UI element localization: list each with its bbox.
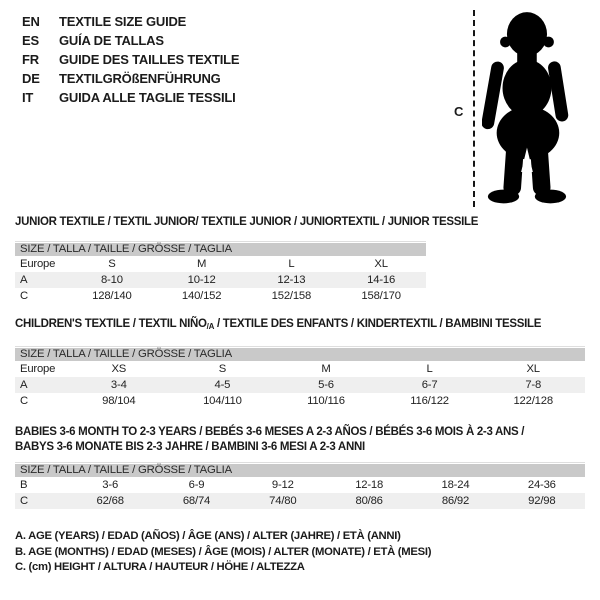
value-cell: S <box>108 258 116 270</box>
value-cell: XL <box>374 258 388 270</box>
table-row-europe <box>15 256 426 272</box>
size-table-children <box>15 346 585 409</box>
value-cell: 24-36 <box>527 479 556 491</box>
language-code: IT <box>22 90 34 105</box>
value-cell: 116/122 <box>410 395 449 407</box>
value-cell: 3-6 <box>102 479 119 491</box>
value-cell: 6-7 <box>421 379 438 391</box>
language-code: ES <box>22 33 39 48</box>
table-row-europe <box>15 361 585 377</box>
value-cell: 68/74 <box>182 495 211 507</box>
row-label-cell: Europe <box>20 258 56 270</box>
language-list <box>22 12 239 107</box>
table-row-height <box>15 393 585 409</box>
guide-title-fr: GUIDE DES TAILLES TEXTILE <box>59 52 240 67</box>
value-cell: 122/128 <box>513 395 553 407</box>
value-cell: XL <box>526 363 540 375</box>
footnote-a: A. AGE (YEARS) / EDAD (AÑOS) / ÂGE (ANS) / ALTER (JAHRE) / ETÀ (ANNI) <box>15 530 401 542</box>
table-row-age-months <box>15 477 585 493</box>
height-measure-label: C <box>454 104 464 119</box>
value-cell: 3-4 <box>110 379 127 391</box>
value-cell: 104/110 <box>203 395 242 407</box>
value-cell: 110/116 <box>307 395 345 407</box>
value-cell: 74/80 <box>269 495 297 507</box>
value-cell: 5-6 <box>318 379 334 391</box>
value-cell: 18-24 <box>441 479 470 491</box>
section-title-junior: JUNIOR TEXTILE / TEXTIL JUNIOR/ TEXTILE JUNIOR / JUNIORTEXTIL / JUNIOR TESSILE <box>15 216 479 228</box>
value-cell: 92/98 <box>528 495 556 507</box>
language-row-it <box>22 88 239 107</box>
row-label-cell: B <box>20 479 28 491</box>
size-table-babies <box>15 462 585 509</box>
language-row-de <box>22 69 239 88</box>
table-row-age <box>15 377 585 393</box>
value-cell: 6-9 <box>188 479 205 491</box>
value-cell: 86/92 <box>441 495 470 507</box>
value-cell: 9-12 <box>271 479 294 491</box>
table-row-age <box>15 272 426 288</box>
language-row-en <box>22 12 239 31</box>
row-label-cell: C <box>20 495 28 507</box>
footnote-legend <box>15 529 431 576</box>
value-cell: 158/170 <box>361 290 401 302</box>
footnote-b: B. AGE (MONTHS) / EDAD (MESES) / ÂGE (MOIS) / ALTER (MONATE) / ETÀ (MESI) <box>15 545 432 558</box>
value-cell: L <box>426 363 433 375</box>
language-code: DE <box>22 71 40 86</box>
value-cell: 12-18 <box>355 479 384 491</box>
value-cell: 128/140 <box>92 290 132 302</box>
value-cell: 14-16 <box>367 274 396 286</box>
guide-title-de: TEXTILGRÖßENFÜHRUNG <box>59 71 221 86</box>
value-cell: M <box>197 258 207 270</box>
section-title-children <box>15 318 541 330</box>
value-cell: 62/68 <box>96 495 124 507</box>
row-label-cell: C <box>20 290 28 302</box>
size-header-bar: SIZE / TALLA / TAILLE / GRÖSSE / TAGLIA <box>15 243 426 256</box>
guide-title-it: GUIDA ALLE TAGLIE TESSILI <box>59 90 236 105</box>
value-cell: 98/104 <box>102 395 136 407</box>
value-cell: 152/158 <box>271 290 312 302</box>
section-title-babies-line2: BABYS 3-6 MONATE BIS 2-3 JAHRE / BAMBINI 3-6 MESI A 2-3 ANNI <box>15 441 365 453</box>
row-label-cell: A <box>20 274 28 286</box>
value-cell: 80/86 <box>355 495 383 507</box>
section-title-children-subscript: /A <box>206 322 215 331</box>
value-cell: 12-13 <box>277 274 306 286</box>
section-title-babies <box>15 425 524 455</box>
guide-title-es: GUÍA DE TALLAS <box>59 33 164 48</box>
value-cell: 8-10 <box>100 274 123 286</box>
table-row-height <box>15 288 426 304</box>
value-cell: 7-8 <box>525 379 542 391</box>
language-row-fr <box>22 50 239 69</box>
value-cell: 4-5 <box>214 379 231 391</box>
table-row-height <box>15 493 585 509</box>
section-title-babies-line1: BABIES 3-6 MONTH TO 2-3 YEARS / BEBÉS 3-6 MESES A 2-3 AÑOS / BÉBÉS 3-6 MOIS À 2-3 ANS / <box>15 426 525 438</box>
toddler-silhouette-image <box>482 8 570 207</box>
language-row-es <box>22 31 239 50</box>
language-code: EN <box>22 14 40 29</box>
value-cell: S <box>218 363 227 375</box>
value-cell: M <box>321 363 331 375</box>
row-label-cell: C <box>20 395 28 407</box>
row-label-cell: A <box>20 379 28 391</box>
size-table-junior <box>15 241 426 304</box>
row-label-cell: Europe <box>20 363 56 375</box>
value-cell: 140/152 <box>181 290 222 302</box>
footnote-c: C. (cm) HEIGHT / ALTURA / HAUTEUR / HÖHE / ALTEZZA <box>15 561 305 573</box>
language-code: FR <box>22 52 39 67</box>
size-header-bar: SIZE / TALLA / TAILLE / GRÖSSE / TAGLIA <box>15 464 585 477</box>
value-cell: XS <box>111 363 127 375</box>
guide-title-en: TEXTILE SIZE GUIDE <box>59 14 187 29</box>
section-title-children-suffix: / TEXTILE DES ENFANTS / KINDERTEXTIL / BAMBINI TESSILE <box>214 318 542 330</box>
height-dashed-line <box>473 10 475 207</box>
size-header-bar: SIZE / TALLA / TAILLE / GRÖSSE / TAGLIA <box>15 348 585 361</box>
value-cell: 10-12 <box>187 274 216 286</box>
value-cell: L <box>288 258 295 270</box>
section-title-children-prefix: CHILDREN'S TEXTILE / TEXTIL NIÑO <box>15 318 207 330</box>
